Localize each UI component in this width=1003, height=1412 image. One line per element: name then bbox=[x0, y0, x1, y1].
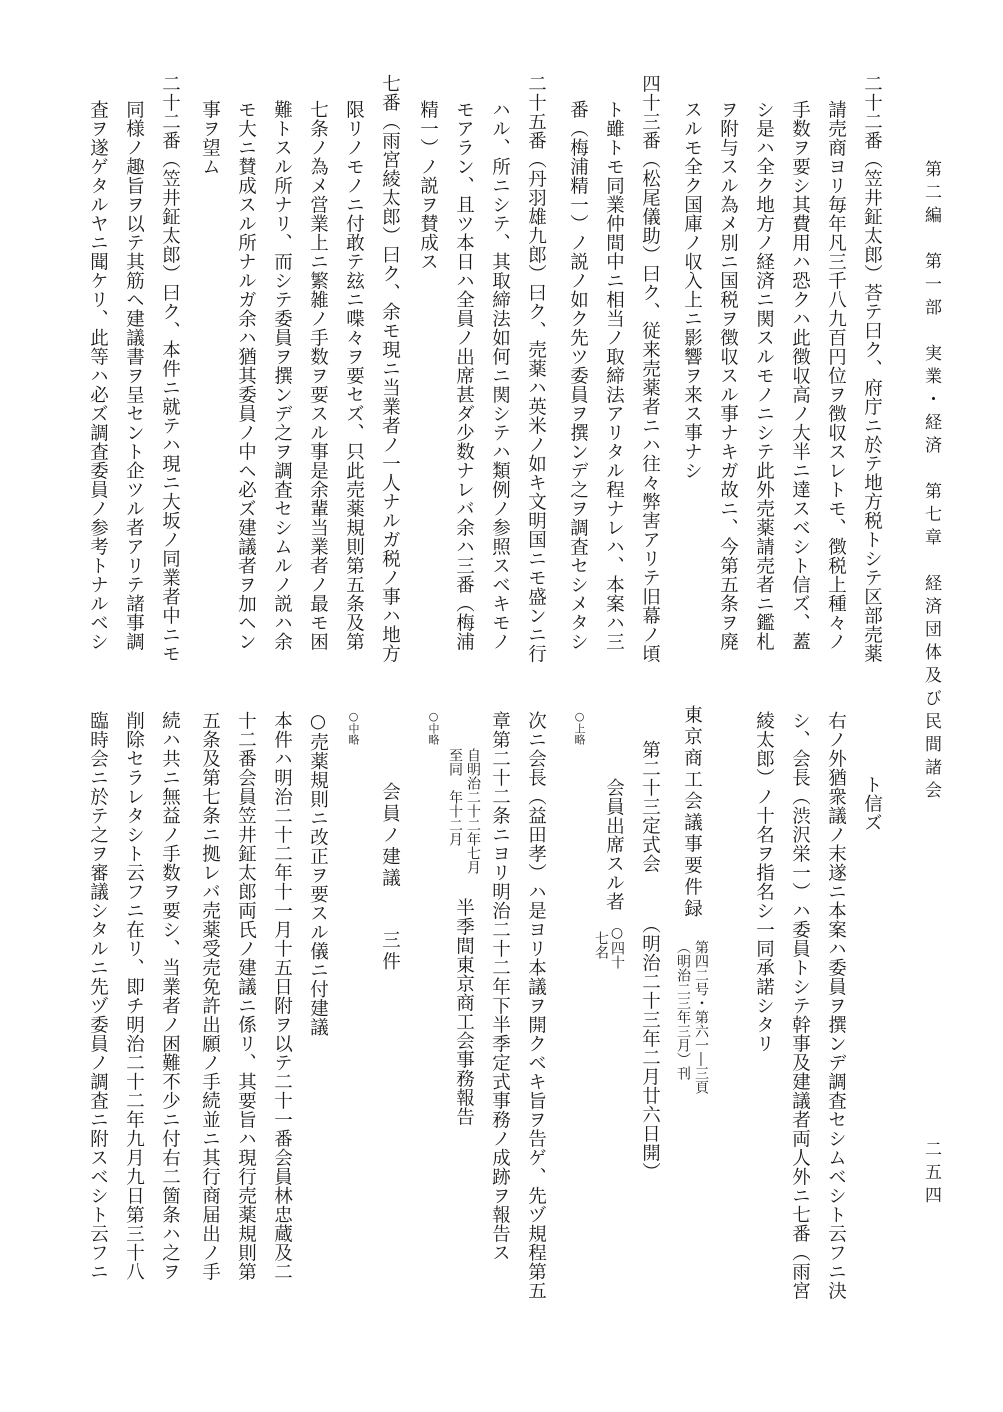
text-line: 綾太郎）ノ十名ヲ指名シ一同承諾シタリ bbox=[753, 711, 775, 1053]
section-heading: 会員ノ建議 bbox=[379, 782, 401, 890]
text-line: 請売商ヨリ毎年凡三千八九百円位ヲ徴収スレトモ、徴税上種々ノ bbox=[825, 100, 847, 651]
running-head: 第二編 第一部 実業・経済 第七章 経済団体及び民間諸会 bbox=[921, 160, 941, 804]
page-number: 二五四 bbox=[921, 1140, 941, 1209]
omission-mark: ○中略 bbox=[427, 710, 440, 745]
text-line: 同様ノ趣旨ヲ以テ其筋ヘ建議書ヲ呈セント企ツル者アリテ諸事調 bbox=[123, 100, 145, 651]
report-period: 自明治二十二年七月 bbox=[465, 748, 481, 874]
text-line: モ大ニ賛成スル所ナルガ余ハ猶其委員ノ中ヘ必ズ建議者ヲ加ヘン bbox=[235, 100, 257, 651]
text-line: 七番（雨宮綾太郎）曰ク、余モ現ニ当業者ノ一人ナルガ税ノ事ハ地方 bbox=[379, 74, 401, 663]
text-line: 事ヲ望ム bbox=[199, 100, 221, 176]
text-line: シ、会長（渋沢栄一）ハ委員トシテ幹事及建議者両人外ニ七番（雨宮 bbox=[789, 711, 811, 1300]
text-line: 限リノモノニ付敢テ玆ニ喋々ヲ要セズ、只此売薬規則第五条及第 bbox=[343, 100, 365, 651]
text-line: 続ハ共ニ無益ノ手数ヲ要シ、当業者ノ困難不少ニ付右二箇条ハ之ヲ bbox=[159, 711, 181, 1281]
section-title: 東京商工会議事要件録 bbox=[681, 705, 703, 920]
text-line: 精一）ノ説ヲ賛成ス bbox=[417, 100, 439, 271]
text-line: ト信ズ bbox=[861, 775, 883, 832]
attendance-count: ○四十 bbox=[609, 925, 625, 969]
text-line: 臨時会ニ於テ之ヲ審議シタルニ先ヅ委員ノ調査ニ附スベシト云フニ bbox=[87, 711, 109, 1281]
text-line: 右ノ外猶衆議ノ末遂ニ本案ハ委員ヲ撰ンデ調査セシムベシト云フニ決 bbox=[825, 711, 847, 1300]
text-line: 二十二番（笠井鉦太郎）曰ク、本件ニ就テハ現ニ大坂ノ同業者中ニモ bbox=[159, 74, 181, 663]
text-line: 半季間東京商工会事務報告 bbox=[453, 898, 475, 1126]
text-line: 難トスル所ナリ、而シテ委員ヲ撰ンデ之ヲ調査セシムルノ説ハ余 bbox=[271, 100, 293, 651]
text-line: 削除セラレタシト云フニ在リ、即チ明治二十二年九月九日第三十八 bbox=[123, 711, 145, 1281]
report-period: 至同 年十二月 bbox=[447, 748, 463, 846]
text-line: 手数ヲ要シ其費用ハ恐クハ此徴収高ノ大半ニ達スベシト信ズ、蓋 bbox=[789, 100, 811, 651]
text-line: ヲ附与スル為メ別ニ国税ヲ徴収スル事ナキガ故ニ、今第五条ヲ廃 bbox=[717, 100, 739, 651]
text-line: 次ニ会長（益田孝）ハ是ヨリ本議ヲ開クベキ旨ヲ告ゲ、先ヅ規程第五 bbox=[525, 711, 547, 1300]
source-citation: （明治二三年三月）刊 bbox=[675, 940, 691, 1080]
meeting-title: 第二十三定式会 bbox=[639, 740, 661, 873]
text-line: 本件ハ明治二十二年十一月十五日附ヲ以テ二十一番会員林忠蔵及二 bbox=[271, 711, 293, 1281]
text-line: 二十五番（丹羽雄九郎）曰ク、売薬ハ英米ノ如キ文明国ニモ盛ンニ行 bbox=[525, 74, 547, 663]
omission-mark: ○上略 bbox=[573, 710, 586, 745]
text-line: シ是ハ全ク地方ノ経済ニ関スルモノニシテ此外売薬請売者ニ鑑札 bbox=[753, 100, 775, 651]
text-line: スルモ全ク国庫ノ収入上ニ影響ヲ来ス事ナシ bbox=[681, 100, 703, 480]
meeting-date: （明治二十三年二月廿六日開） bbox=[639, 915, 661, 1181]
text-line: 査ヲ遂ゲタルヤニ聞ケリ、此等ハ必ズ調査委員ノ参考トナルベシ bbox=[87, 100, 109, 651]
text-line: 二十二番（笠井鉦太郎）荅テ曰ク、府庁ニ於テ地方税トシテ区部売薬 bbox=[861, 74, 883, 663]
omission-mark: ○中略 bbox=[347, 710, 360, 745]
text-line: 章第二十二条ニヨリ明治二十二年下半季定式事務ノ成跡ヲ報告ス bbox=[489, 711, 511, 1262]
text-line: 番（梅浦精一）ノ説ノ如ク先ツ委員ヲ撰ンデ之ヲ調査セシメタシ bbox=[567, 100, 589, 651]
source-citation: 第四二号・第六一―三頁 bbox=[693, 940, 709, 1094]
text-line: ト雖トモ同業仲間中ニ相当ノ取締法アリタル程ナレハ、本案ハ三 bbox=[603, 100, 625, 651]
section-count: 三件 bbox=[379, 930, 401, 973]
text-line: ハル、所ニシテ、其取締法如何ニ関シテハ類例ノ参照スベキモノ bbox=[489, 100, 511, 651]
text-line: 十二番会員笠井鉦太郎両氏ノ建議ニ係リ、其要旨ハ現行売薬規則第 bbox=[235, 711, 257, 1281]
text-line: 四十三番（松尾儀助）曰ク、従来売薬者ニハ往々弊害アリテ旧幕ノ頃 bbox=[639, 74, 661, 663]
text-line: モアラン、且ツ本日ハ全員ノ出席甚ダ少数ナレバ余ハ三番（梅浦 bbox=[453, 100, 475, 651]
attendance-count: 七名 bbox=[593, 931, 609, 959]
text-line: 七条ノ為メ営業上ニ繁雑ノ手数ヲ要スル事是余輩当業者ノ最モ困 bbox=[307, 100, 329, 651]
attendance-label: 会員出席スル者 bbox=[603, 778, 625, 911]
text-line: ○売薬規則ニ改正ヲ要スル儀ニ付建議 bbox=[307, 711, 329, 1037]
text-line: 五条及第七条ニ拠レバ売薬受売免許出願ノ手続並ニ其行商届出ノ手 bbox=[199, 711, 221, 1281]
